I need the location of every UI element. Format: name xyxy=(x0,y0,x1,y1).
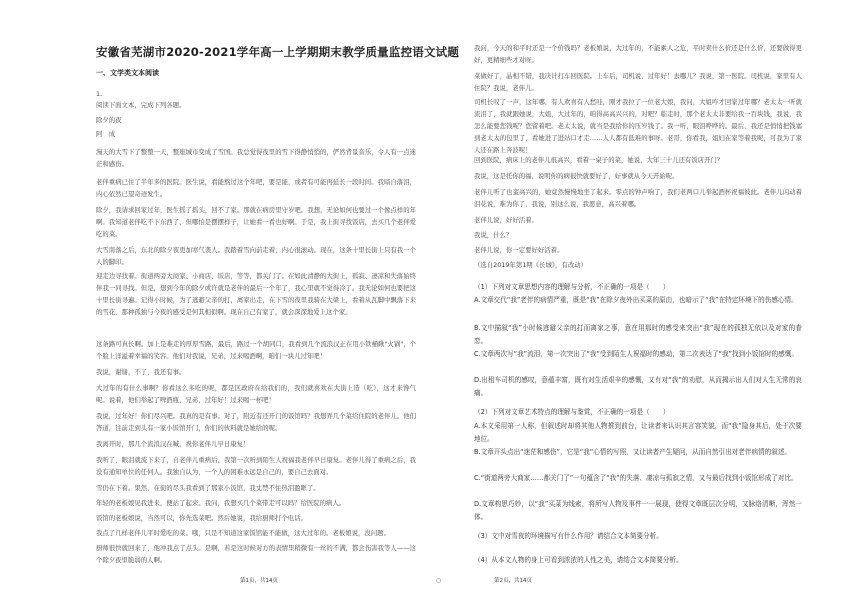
page-footer: 第2页，共14页 xyxy=(494,578,532,584)
paragraph: 除夕，我请求回家过年，医生摇了摇头，回不了家。那就在病房里守岁吧。我想，无论如何也要过一个像点样的年啊。我知道老伴吃不下东西了，但哪怕是摆摆样子，让她看一看也好啊。于是，我上街寻找饭店，去买几个老伴爱吃的菜。 xyxy=(96,206,416,238)
paragraph: 我说，过年好！你们尽兴吧。我真的是有事。对了，附近有还开门的饭馆吗？我想弄几个菜给住院的老伴儿。他们答道，往前走到头有一家小饭馆开门，你们的伙料就是她给的呢。 xyxy=(96,412,416,432)
page-separator: ○ xyxy=(436,577,442,584)
paragraph: 老伴儿说，好好活着。 xyxy=(474,216,538,224)
question-2-option-a: A.本文采用第一人称，但叙述时却将其他人物推到前台，让读者来认识其言容笑貌，而“我”隐身其后，处于次要地位。 xyxy=(474,422,802,443)
paragraph: 老伴儿听了也蛮高兴的，她竟然慢慢地坐了起来。零点的钟声响了，我们老两口儿举起酒杯祝福彼此。老伴儿闪动着泪花说，难为你了，我说，别这么说，我愿意，高兴着哪。 xyxy=(474,188,802,208)
paragraph: 我听了，眼泪就流下来了，自老伴儿重病后，我第一次听到陌生人祝福我老伴早日康复。老伴儿得了重病之后，我没有通知单位的任何人。我独自认为，一个人的困难永远是自己的，要自己去面对。 xyxy=(96,456,416,476)
paragraph: 菜做好了，晶相不错，我决计打车回医院。上车后，司机说，过年好！去哪儿？我说，第一医院。司机说，家里有人住院？我说，老伴儿。 xyxy=(474,72,802,92)
section-heading: 一、文学类文本阅读 xyxy=(96,69,159,77)
story-title: 除夕的夜 xyxy=(96,116,122,124)
paragraph: 饭馆的老板娘说，当然可以，你先选菜吧。然后她说，我给厨师打个电话。 xyxy=(96,514,307,522)
question-2-option-c: C.“街道两旁大商家……都关门了”一句蕴含了“我”的失落、凄凉与孤寂之情，又与最后找到小饭馆形成了对比。 xyxy=(474,474,798,482)
paragraph: 我离开时，那几个流浪汉在喊，祝你老伴儿早日康复！ xyxy=(96,440,250,448)
instructions: 阅读下面文本，完成下列各题。 xyxy=(96,101,186,109)
item-number: 1. xyxy=(96,90,103,98)
question-1-option-c: C.文章两次写“我”流泪，第一次突出了“我”受到陌生人祝福时的感动，第二次表达了“我”找到小饭馆时的感慨。 xyxy=(474,350,798,358)
paragraph: 年轻的老板娘见我进来，便站了起来。我问，我想买几个菜带走可以吗？给医院的病人。 xyxy=(96,499,346,507)
question-2-option-d: D.文章构思巧妙，以“我”买菜为线索，将所写人物及事件一一展现，使得文章既层次分明，又脉络清晰，浑然一体。 xyxy=(474,500,802,521)
paragraph: 我点了几样老伴儿平时爱吃的菜。哦，只是不知道这家饭馆能不能做，这大过年的。老板娘说，没问题。 xyxy=(96,529,390,537)
paragraph: 迎走边寻找着。街道两旁大商家、小商店、饭店，等等，都关门了。在如此清静的大街上，孤寂、凄凉和失落始终伴我一同寻找。但是，想到今年的除夕或许就是老伴的最后一个年了，我心里就不觉得冷了。我无论如何也要把这十里长街寻遍。记得小时候，为了逃避父亲的打，离家出走，在下雪的夜里我骑在大梁上，看着从瓦脚中飘落下来的雪花，那种孤独与今夜的感受是何其相似啊。现在自己有家了，就会深深地爱上这个家。 xyxy=(96,272,416,316)
paragraph: 回到医院，病床上的老伴儿很高兴，看着一桌子的菜，她说，大年三十儿还有饭店开门？ xyxy=(474,156,724,164)
source-note: （选自2019年第1期《长城》，有改动） xyxy=(474,261,587,269)
page-footer: 第1页，共14页 xyxy=(240,578,278,584)
question-1-option-d: D.出租车司机的感叹，意蕴丰富，既有对生活艰辛的感慨，又有对“我”的劝慰，从而揭示出人们对人生无常的哀痛。 xyxy=(474,376,802,397)
paragraph: 老伴重病已住了半年多的医院。医生说，看能熬过这个年吧，要是能，或者有可能再延长一段时间。我暗自落泪，内心依然已望奇迹发生。 xyxy=(96,178,416,198)
paragraph: 这条路可真长啊。加上是难走的厚厚雪路，最后，路过一个胡同口，我看到几个流浪汉正在用小铁桶瞅"火锅"，个个脸上洋溢着幸福的笑容。他们对我说，兄弟，过来喝酒啊，咱们一块儿过年吧！ xyxy=(96,340,416,360)
paragraph: 我说，谢谢，不了，我还有事。 xyxy=(96,368,186,376)
paragraph: 厨师很快就回来了，他冲我点了点头。是啊，若是这时候对方的表情里稍微有一丝的不满，都会伤害我等人——这个除夕夜里脆弱的人啊。 xyxy=(96,544,416,564)
question-4: （4）从本文人物的身上可看到浓浓的人性之美，请结合文本简要分析。 xyxy=(474,556,683,564)
question-2-option-b: B.文章开头点出“迷茫和感伤”，它是“我”心情的写照，又让读者产生疑问，从而自然引出对老伴病情的叙述。 xyxy=(474,448,792,456)
question-1-option-b: B.文中描叙“我”小时候逃避父亲的打而离家之事，意在用那时的感受来突出“我”现在的孤独无依以及对家的眷恋。 xyxy=(474,324,802,345)
document-title: 安徽省芜湖市2020-2021学年高一上学期期末教学质量监控语文试题 xyxy=(96,45,460,59)
question-2-stem: （2）下列对文章艺术特点的理解与鉴赏，不正确的一项是（ ） xyxy=(474,408,670,416)
paragraph: 我说，什么？ xyxy=(474,231,513,239)
paragraph: 漫天的大雪下了整整一天，整座城市变成了雪国。我总觉得夜里的雪下得静悄悄的，俨然背景音乐，令人有一点迷茫和感伤。 xyxy=(96,148,416,168)
paragraph: 我说，这是托你的福，说明你的病很快就要好了，好事就从今天开始呢。 xyxy=(474,172,679,180)
paragraph: 雪仍在下着。果然，在街的尽头我看到了那家小饭馆，我丈禁不住热泪盈眶了。 xyxy=(96,484,320,492)
paragraph: 大过年的有什么事啊？你看这么多吃的呢，都是区政府在给我们的，我们就喜欢在大街上造（吃），这才来馋气呢。说着，他们举起了啤酒瓶，兄弟，过年好！过来喝一杯吧！ xyxy=(96,384,416,404)
question-1-stem: （1）下列对文章思想内容的理解与分析，不正确的一项是（ ） xyxy=(474,283,670,291)
paragraph: 司机长叹了一声，这年哪，有人欢喜有人愁哇，刚才我拉了一位老大娘，我问，大姐咋才回家过年哪？老太太一听就流泪了，我就跟她说，大姐，大过年的，咱得高高兴兴的，对吧？临走时，那个老太太非要给我一百块钱，我说，我怎么能要您钱呢？您留着吧。老太太说，就当是我给你的压岁钱了。我一听，眼泪哗哗的。最后，我还是悄悄把钱塞到老太太的包里了，看她进了进站口才走……人人都有低难的事呀。老哥，你看我，姐妇在家等着我呢，可我为了家人还在路上奔波呢！ xyxy=(474,98,802,154)
paragraph: 老伴儿说，你一定要好好活着。 xyxy=(474,246,564,254)
question-3: （3）文中对雪夜的环境描写有什么作用？请结合文本简要分析。 xyxy=(474,532,663,540)
story-author: 阿 成 xyxy=(96,130,116,138)
question-1-option-a: A.文章交代“我”老伴的病情严重，既是“我”在除夕夜外出买菜的原由，也暗示了“我”在特定环境下的伤感心情。 xyxy=(474,296,798,304)
paragraph: 我问，今天的和平时还是一个价钱吗？老板娘说，大过年的，不能乘人之危，平时卖什么价还是什么价，还要做得更好，更精细些才对呀。 xyxy=(474,44,802,64)
paragraph: 大雪南落之后，东北的除夕夜更加寒气袭人。我踏着雪向前走着，内心很滚动。现在，这条十里长街上只有我一个人的脚印。 xyxy=(96,246,416,266)
